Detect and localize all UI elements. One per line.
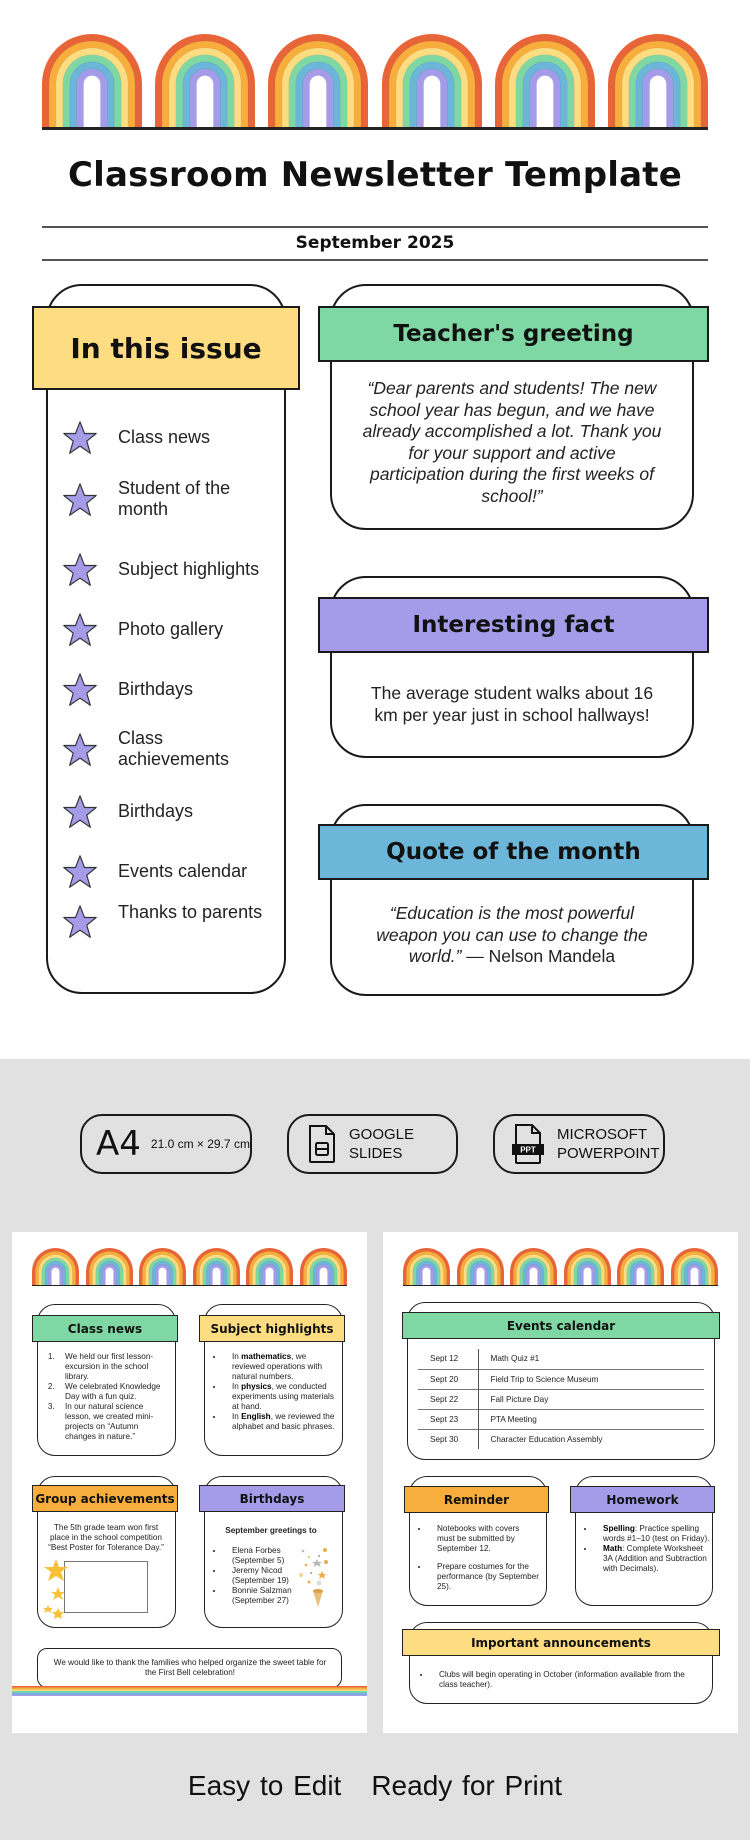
google-slides-badge[interactable] [287, 1114, 458, 1174]
quote-card-header [318, 824, 709, 880]
subject-highlights-header: Subject highlights [199, 1315, 345, 1342]
rainbow-icon [564, 1248, 611, 1286]
homework-header: Homework [570, 1486, 715, 1513]
preview-page-2[interactable] [383, 1232, 738, 1733]
divider [42, 127, 708, 130]
rainbow-icon [403, 1248, 450, 1286]
events-row [418, 1429, 704, 1449]
subject-highlight-item: • In mathematics, we reviewed operations with natural numbers. [224, 1352, 336, 1382]
event-name: Fall Picture Day [478, 1389, 704, 1409]
greeting-card-title: Teacher's greeting [393, 321, 634, 347]
issue-date: September 2025 [295, 233, 455, 253]
birthday-item: • Jeremy Nicod (September 19) [224, 1566, 306, 1586]
divider [403, 1285, 718, 1287]
events-row [418, 1389, 704, 1409]
events-header: Events calendar [402, 1312, 720, 1339]
rainbow-icon [42, 34, 142, 130]
subject-highlight-item: • In English, we reviewed the alphabet and basic phrases. [224, 1412, 336, 1432]
google-slides-label: GOOGLE SLIDES [349, 1126, 415, 1162]
event-date: Sept 20 [418, 1369, 478, 1389]
divider [42, 259, 708, 261]
issue-item-label: Class achievements [118, 728, 230, 769]
rainbow-icon [139, 1248, 186, 1286]
rainbow-border-top [42, 32, 708, 130]
issue-item-label: Subject highlights [118, 559, 260, 579]
thanks-text: We would like to thank the families who helped organize the sweet table for the First Bell celebration! [53, 1658, 327, 1677]
star-icon [62, 672, 98, 708]
divider [32, 1285, 347, 1287]
reminder-list [411, 1524, 539, 1600]
quote-body: “Education is the most powerful weapon you can use to change the world.” [376, 903, 648, 966]
class-news-item: 3. In our natural science lesson, we created mini-projects on “Autumn changes in nature.” [57, 1402, 169, 1442]
issue-item-label: Events calendar [118, 861, 248, 881]
group-achievements-header: Group achievements [32, 1485, 178, 1512]
group-achievements-text: The 5th grade team won first place in the school competition “Best Poster for Tolerance Day.” [48, 1523, 164, 1552]
events-row [418, 1409, 704, 1429]
issue-item-label: Photo gallery [118, 619, 224, 639]
rainbow-icon [32, 1248, 79, 1286]
divider [42, 226, 708, 228]
fact-card-title: Interesting fact [412, 612, 615, 638]
reminder-item: • Prepare costumes for the performance (by September 25). [429, 1562, 539, 1592]
issue-item-label: Thanks to parents [118, 902, 263, 922]
issue-list-item[interactable] [62, 854, 268, 890]
event-date: Sept 22 [418, 1389, 478, 1409]
homework-item: • Math: Complete Worksheet 3A (Addition and Subtraction with Decimals). [595, 1544, 711, 1574]
birthday-item: • Elena Forbes (September 5) [224, 1546, 306, 1566]
star-icon [62, 732, 98, 768]
announcements-header: Important announcements [402, 1629, 720, 1656]
rainbow-stripe [12, 1686, 367, 1696]
rainbow-border-top [32, 1246, 347, 1286]
homework-item: • Spelling: Practice spelling words #1–10 (test on Friday). [595, 1524, 711, 1544]
issue-card-title: In this issue [70, 331, 262, 365]
photo-placeholder[interactable] [64, 1561, 148, 1613]
rainbow-icon [268, 34, 368, 130]
greeting-text: “Dear parents and students! The new school year has begun, and we have already accomplished a lot. Thank you for your support and active participation during the first weeks of school!” [362, 378, 662, 506]
star-icon [62, 552, 98, 588]
star-icon [62, 482, 98, 518]
event-date: Sept 23 [418, 1409, 478, 1429]
rainbow-icon [495, 34, 595, 130]
star-icon [62, 612, 98, 648]
subject-highlights-list [206, 1352, 336, 1432]
fact-text: The average student walks about 16 km per year just in school hallways! [370, 683, 654, 725]
ready-for-print-label: Ready for Print [371, 1770, 563, 1801]
events-row [418, 1349, 704, 1369]
issue-item-label: Birthdays [118, 679, 194, 699]
gold-stars-icon [42, 1557, 72, 1622]
class-news-item: 1. We held our first lesson-excursion in the school library. [57, 1352, 169, 1382]
issue-list-item[interactable] [62, 478, 268, 520]
page-title: Classroom Newsletter Template [67, 155, 683, 195]
quote-author: — Nelson Mandela [461, 946, 616, 966]
class-news-list [39, 1352, 169, 1442]
rainbow-icon [193, 1248, 240, 1286]
event-date: Sept 30 [418, 1429, 478, 1449]
issue-card-header [32, 306, 300, 390]
homework-list [577, 1524, 711, 1574]
rainbow-icon [86, 1248, 133, 1286]
powerpoint-badge[interactable] [493, 1114, 665, 1174]
star-icon [62, 904, 98, 940]
rainbow-icon [608, 34, 708, 130]
issue-list-item[interactable] [62, 728, 268, 770]
easy-to-edit-label: Easy to Edit [187, 1770, 342, 1801]
issue-list-item[interactable] [62, 552, 268, 588]
rainbow-icon [510, 1248, 557, 1286]
event-name: Field Trip to Science Museum [478, 1369, 704, 1389]
a4-label: A4 [96, 1124, 141, 1164]
subject-highlight-item: • In physics, we conducted experiments using materials at hand. [224, 1382, 336, 1412]
issue-item-label: Class news [118, 427, 211, 447]
issue-item-label: Birthdays [118, 801, 194, 821]
event-date: Sept 12 [418, 1349, 478, 1369]
rainbow-icon [246, 1248, 293, 1286]
star-icon [62, 854, 98, 890]
event-name: PTA Meeting [478, 1409, 704, 1429]
svg-text:PPT: PPT [520, 1145, 536, 1155]
greeting-card-header [318, 306, 709, 362]
confetti-party-popper-icon [297, 1547, 331, 1609]
quote-text [365, 903, 659, 968]
feature-tagline [0, 1770, 750, 1802]
issue-list-item[interactable] [62, 672, 268, 708]
powerpoint-label: MICROSOFT POWERPOINT [557, 1126, 660, 1162]
rainbow-icon [155, 34, 255, 130]
birthdays-list [206, 1546, 306, 1606]
issue-item-label: Student of the month [118, 478, 231, 519]
star-icon [62, 794, 98, 830]
events-table [418, 1349, 704, 1449]
issue-list-item[interactable] [62, 794, 268, 830]
reminder-item: • Notebooks with covers must be submitted by September 12. [429, 1524, 539, 1554]
event-name: Math Quiz #1 [490, 1354, 540, 1364]
announcement-item: • Clubs will begin operating in October (information available from the class teacher). [431, 1670, 703, 1690]
quote-card-title: Quote of the month [386, 839, 641, 865]
powerpoint-file-icon [511, 1123, 545, 1165]
star-icon [62, 420, 98, 456]
google-slides-file-icon [307, 1124, 337, 1164]
reminder-header: Reminder [404, 1486, 549, 1513]
a4-dimensions: 21.0 cm × 29.7 cm [150, 1137, 250, 1151]
issue-list-item[interactable] [62, 612, 268, 648]
birthday-item: • Bonnie Salzman (September 27) [224, 1586, 306, 1606]
events-row [418, 1369, 704, 1389]
preview-page-1[interactable] [12, 1232, 367, 1733]
fact-card-header [318, 597, 709, 653]
announcements-list [413, 1670, 703, 1690]
event-name: Character Education Assembly [478, 1429, 704, 1449]
issue-list-item[interactable] [62, 420, 268, 456]
birthdays-header: Birthdays [199, 1485, 345, 1512]
a4-format-badge [80, 1114, 252, 1174]
class-news-header: Class news [32, 1315, 178, 1342]
rainbow-icon [382, 34, 482, 130]
class-news-item: 2. We celebrated Knowledge Day with a fun quiz. [57, 1382, 169, 1402]
issue-list-item[interactable] [62, 904, 268, 940]
rainbow-icon [300, 1248, 347, 1286]
rainbow-icon [617, 1248, 664, 1286]
rainbow-icon [457, 1248, 504, 1286]
birthdays-heading: September greetings to [225, 1526, 317, 1535]
rainbow-icon [671, 1248, 718, 1286]
rainbow-border-top [403, 1246, 718, 1286]
